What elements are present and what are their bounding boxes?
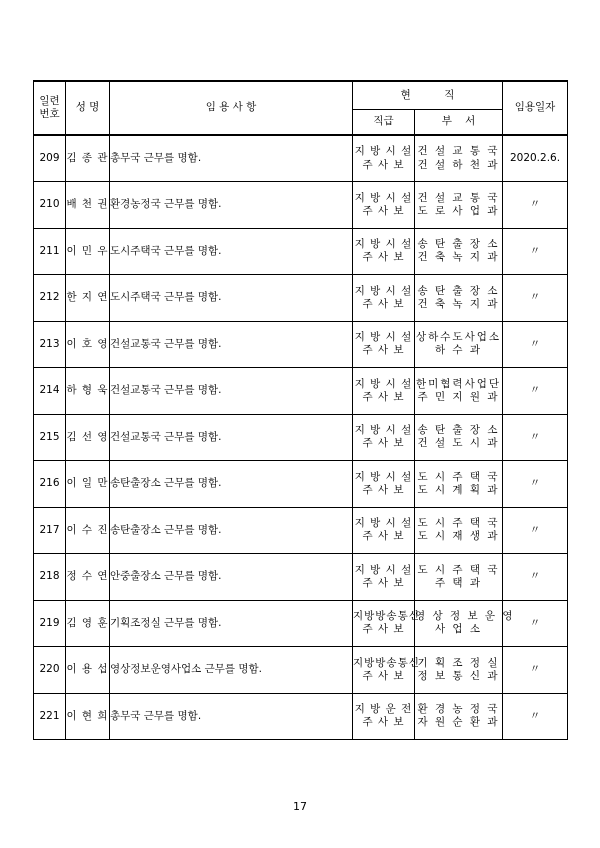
header-name: 성 명 bbox=[66, 81, 110, 135]
row-seq: 218 bbox=[34, 554, 66, 601]
row-order: 송탄출장소 근무를 명함. bbox=[110, 507, 353, 554]
row-rank: 지 방 시 설 주 사 보 bbox=[353, 228, 415, 275]
row-order: 총무국 근무를 명함. bbox=[110, 693, 353, 740]
row-seq: 219 bbox=[34, 600, 66, 647]
row-dept: 도 시 주 택 국 도 시 계 획 과 bbox=[415, 461, 503, 508]
row-rank: 지방방송통신 주 사 보 bbox=[353, 600, 415, 647]
row-seq: 215 bbox=[34, 414, 66, 461]
row-seq: 216 bbox=[34, 461, 66, 508]
row-order: 도시주택국 근무를 명함. bbox=[110, 228, 353, 275]
row-rank: 지 방 시 설 주 사 보 bbox=[353, 507, 415, 554]
row-date: 〃 bbox=[503, 275, 568, 322]
row-order: 총무국 근무를 명함. bbox=[110, 135, 353, 182]
table-row bbox=[34, 228, 568, 275]
row-seq: 214 bbox=[34, 368, 66, 415]
row-date: 〃 bbox=[503, 182, 568, 229]
row-order: 송탄출장소 근무를 명함. bbox=[110, 461, 353, 508]
row-date: 〃 bbox=[503, 693, 568, 740]
table-row bbox=[34, 414, 568, 461]
row-name: 이 현 희 bbox=[66, 693, 110, 740]
row-dept: 기 획 조 정 실 정 보 통 신 과 bbox=[415, 647, 503, 694]
row-seq: 209 bbox=[34, 135, 66, 182]
appointment-table bbox=[33, 80, 568, 740]
row-order: 환경농정국 근무를 명함. bbox=[110, 182, 353, 229]
row-dept: 도 시 주 택 국 도 시 재 생 과 bbox=[415, 507, 503, 554]
row-name: 김 영 훈 bbox=[66, 600, 110, 647]
row-name: 이 일 만 bbox=[66, 461, 110, 508]
row-name: 이 수 진 bbox=[66, 507, 110, 554]
table-row bbox=[34, 507, 568, 554]
table-row bbox=[34, 321, 568, 368]
header-current: 현 직 bbox=[353, 81, 503, 109]
row-rank: 지 방 시 설 주 사 보 bbox=[353, 414, 415, 461]
row-name: 이 호 영 bbox=[66, 321, 110, 368]
row-dept: 한미협력사업단 주 민 지 원 과 bbox=[415, 368, 503, 415]
row-order: 도시주택국 근무를 명함. bbox=[110, 275, 353, 322]
row-rank: 지 방 시 설 주 사 보 bbox=[353, 275, 415, 322]
row-date: 〃 bbox=[503, 414, 568, 461]
table-row bbox=[34, 554, 568, 601]
row-order: 안중출장소 근무를 명함. bbox=[110, 554, 353, 601]
row-name: 이 민 우 bbox=[66, 228, 110, 275]
row-rank: 지 방 시 설 주 사 보 bbox=[353, 554, 415, 601]
row-dept: 영 상 정 보 운 영 사 업 소 bbox=[415, 600, 503, 647]
header-dept: 부 서 bbox=[415, 109, 503, 135]
row-dept: 건 설 교 통 국 도 로 사 업 과 bbox=[415, 182, 503, 229]
row-dept: 환 경 농 정 국 자 원 순 환 과 bbox=[415, 693, 503, 740]
row-name: 하 형 욱 bbox=[66, 368, 110, 415]
row-date: 〃 bbox=[503, 368, 568, 415]
table-row bbox=[34, 600, 568, 647]
row-dept: 도 시 주 택 국 주 택 과 bbox=[415, 554, 503, 601]
table-row bbox=[34, 693, 568, 740]
row-seq: 221 bbox=[34, 693, 66, 740]
row-date: 2020.2.6. bbox=[503, 135, 568, 182]
row-seq: 211 bbox=[34, 228, 66, 275]
row-date: 〃 bbox=[503, 461, 568, 508]
row-seq: 213 bbox=[34, 321, 66, 368]
page-number: 17 bbox=[293, 800, 307, 813]
row-rank: 지 방 시 설 주 사 보 bbox=[353, 182, 415, 229]
row-seq: 210 bbox=[34, 182, 66, 229]
table-row bbox=[34, 135, 568, 182]
row-rank: 지 방 시 설 주 사 보 bbox=[353, 135, 415, 182]
row-date: 〃 bbox=[503, 321, 568, 368]
row-rank: 지 방 시 설 주 사 보 bbox=[353, 321, 415, 368]
row-name: 김 종 관 bbox=[66, 135, 110, 182]
row-date: 〃 bbox=[503, 228, 568, 275]
row-order: 건설교통국 근무를 명함. bbox=[110, 414, 353, 461]
table-row bbox=[34, 275, 568, 322]
row-name: 정 수 연 bbox=[66, 554, 110, 601]
row-dept: 상하수도사업소 하 수 과 bbox=[415, 321, 503, 368]
row-dept: 건 설 교 통 국 건 설 하 천 과 bbox=[415, 135, 503, 182]
row-date: 〃 bbox=[503, 647, 568, 694]
table-row bbox=[34, 461, 568, 508]
row-date: 〃 bbox=[503, 554, 568, 601]
row-name: 김 선 영 bbox=[66, 414, 110, 461]
row-rank: 지 방 운 전 주 사 보 bbox=[353, 693, 415, 740]
row-seq: 212 bbox=[34, 275, 66, 322]
row-dept: 송 탄 출 장 소 건 축 녹 지 과 bbox=[415, 228, 503, 275]
row-date: 〃 bbox=[503, 507, 568, 554]
header-date: 임용일자 bbox=[503, 81, 568, 135]
row-name: 배 천 권 bbox=[66, 182, 110, 229]
table-row bbox=[34, 368, 568, 415]
row-rank: 지 방 시 설 주 사 보 bbox=[353, 461, 415, 508]
row-date: 〃 bbox=[503, 600, 568, 647]
row-order: 건설교통국 근무를 명함. bbox=[110, 368, 353, 415]
row-seq: 220 bbox=[34, 647, 66, 694]
header-seq: 일련 번호 bbox=[34, 81, 66, 135]
row-name: 이 용 섭 bbox=[66, 647, 110, 694]
table-row bbox=[34, 647, 568, 694]
row-seq: 217 bbox=[34, 507, 66, 554]
row-order: 건설교통국 근무를 명함. bbox=[110, 321, 353, 368]
table-row bbox=[34, 182, 568, 229]
row-name: 한 지 연 bbox=[66, 275, 110, 322]
row-order: 영상정보운영사업소 근무를 명함. bbox=[110, 647, 353, 694]
header-order: 임 용 사 항 bbox=[110, 81, 353, 135]
row-rank: 지방방송통신 주 사 보 bbox=[353, 647, 415, 694]
header-rank: 직급 bbox=[353, 109, 415, 135]
row-dept: 송 탄 출 장 소 건 설 도 시 과 bbox=[415, 414, 503, 461]
row-order: 기획조정실 근무를 명함. bbox=[110, 600, 353, 647]
row-dept: 송 탄 출 장 소 건 축 녹 지 과 bbox=[415, 275, 503, 322]
row-rank: 지 방 시 설 주 사 보 bbox=[353, 368, 415, 415]
